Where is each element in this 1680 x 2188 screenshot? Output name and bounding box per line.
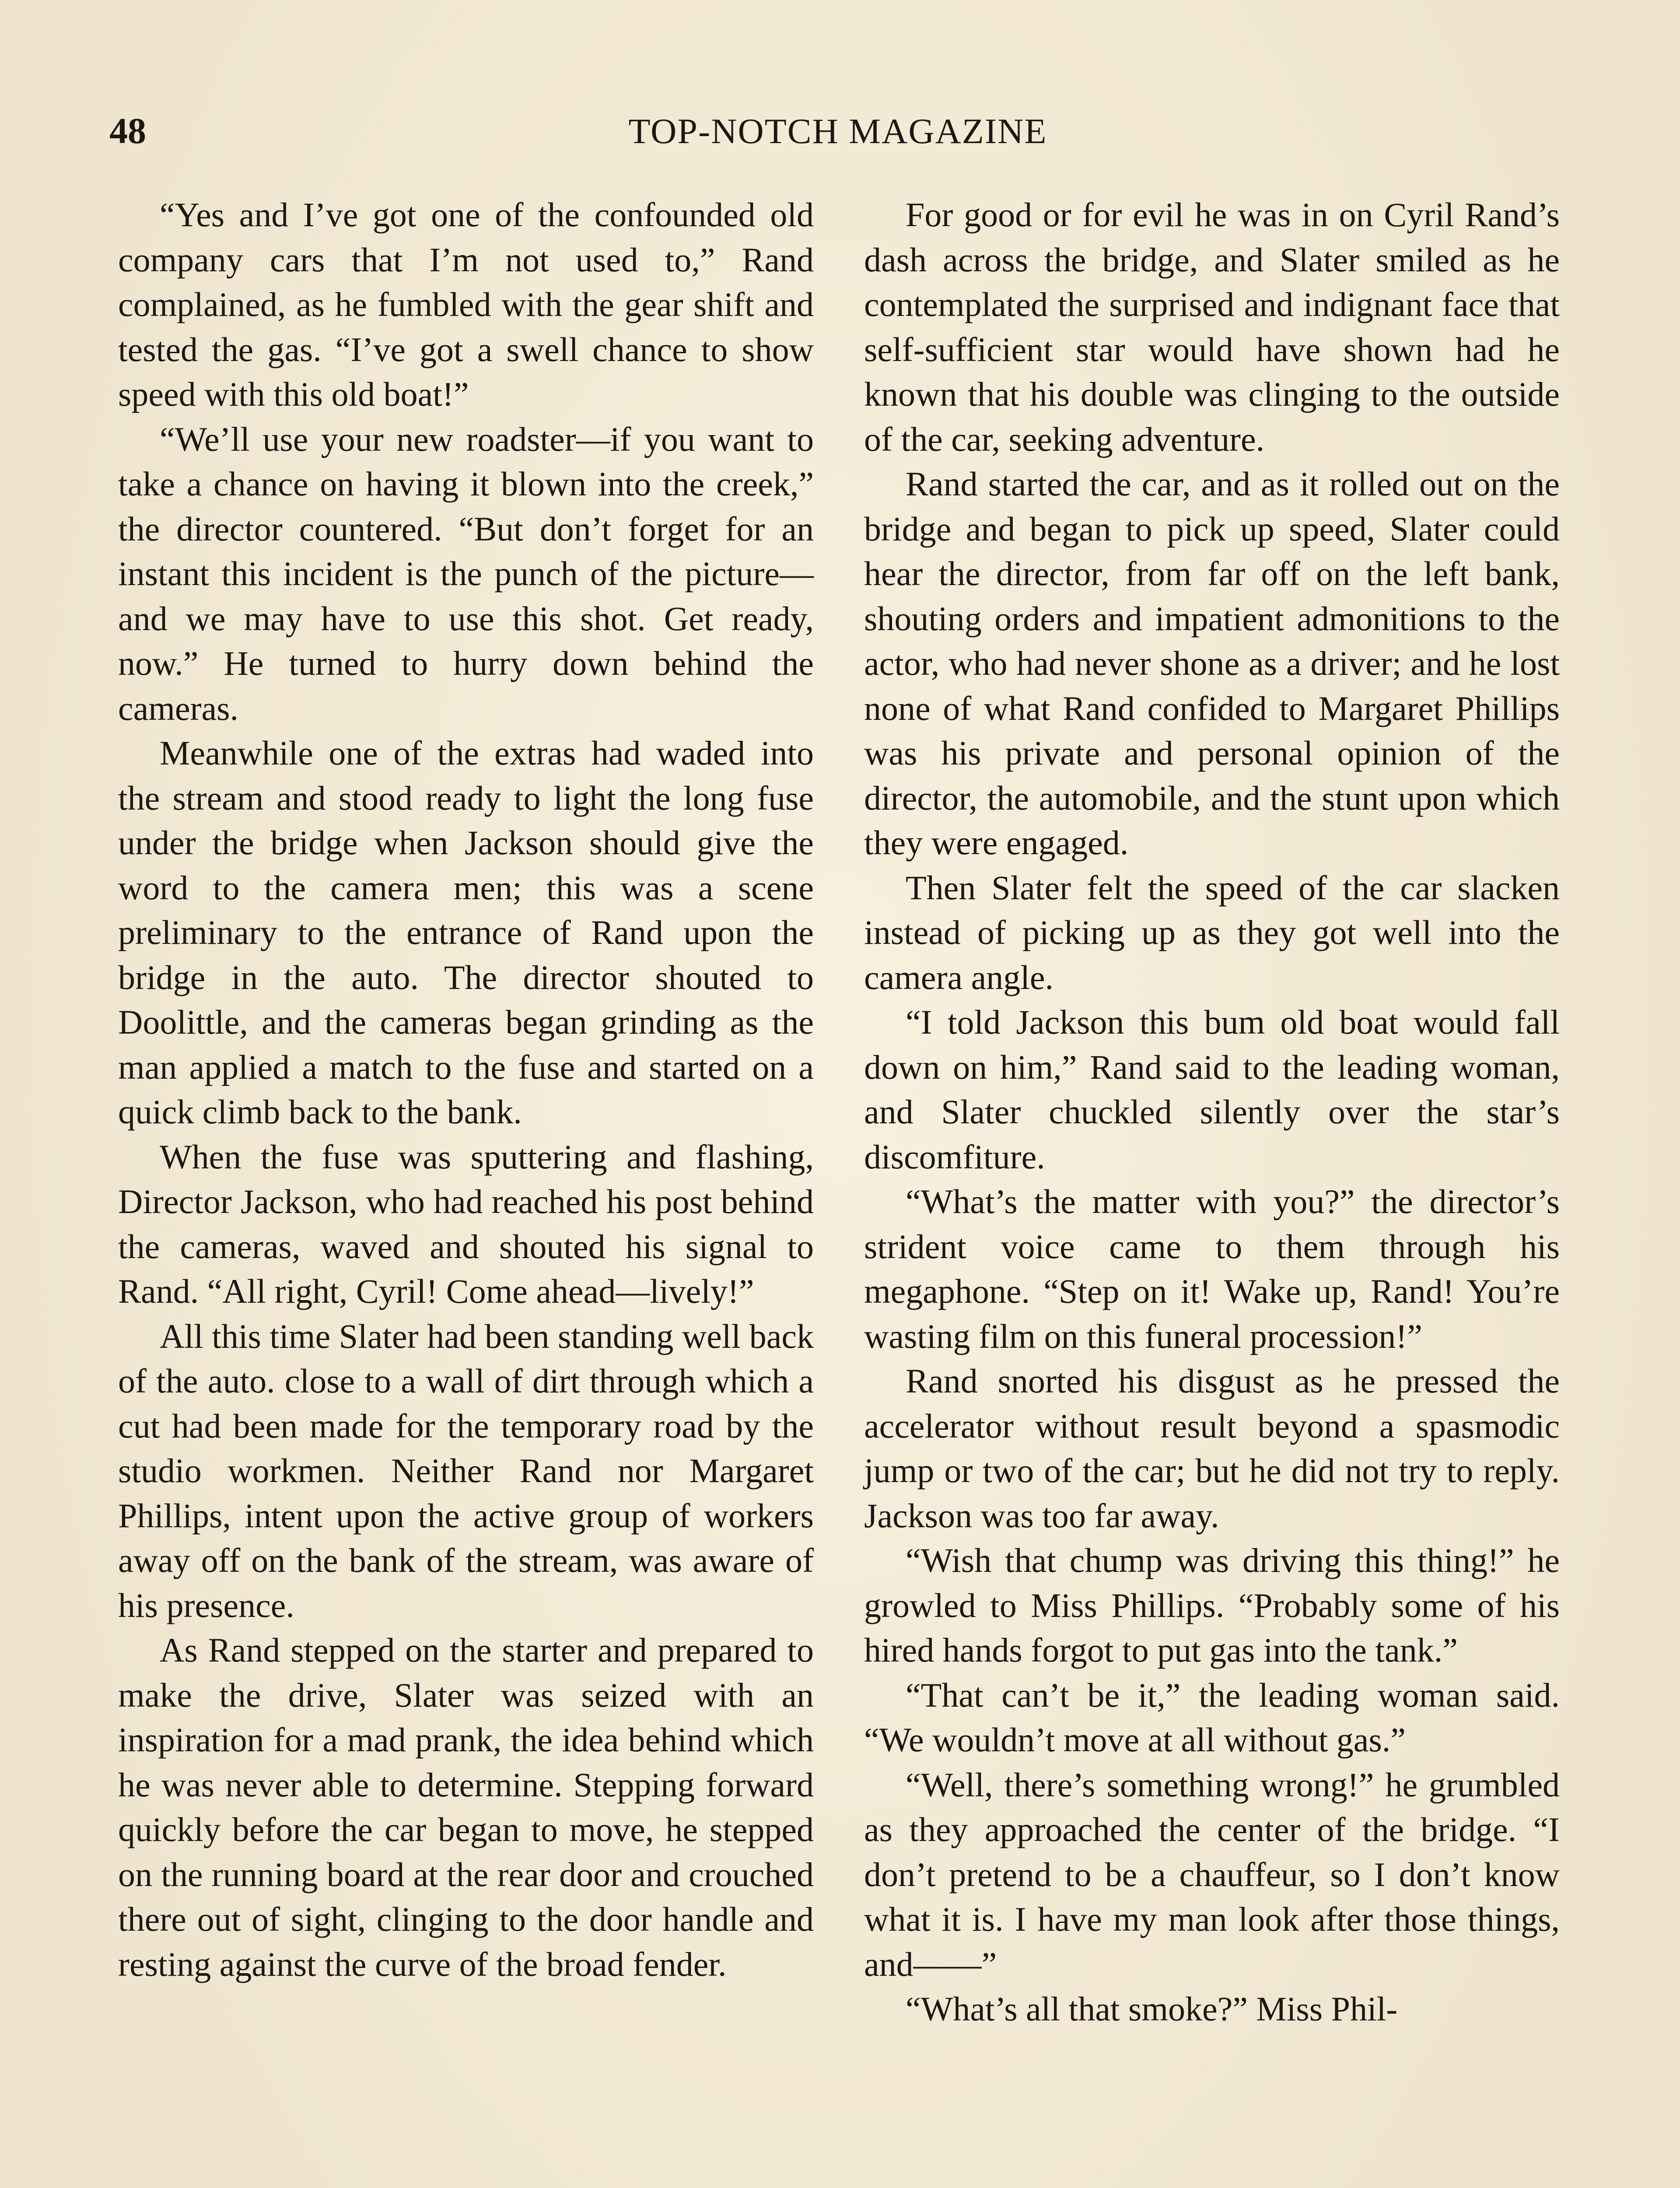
right-column xyxy=(864,193,1560,2032)
paragraph: “We’ll use your new roadster—if you want to take a chance on having it blown into the creek,” the director countered. “But don’t forget for an instant this incident is the punch of the picture—and we may have to use this shot. Get ready, now.” He turned to hurry down behind the cameras. xyxy=(118,420,814,727)
paragraph: When the fuse was sputtering and flashing, Director Jackson, who had reached his post behind the cameras, waved and shouted his signal to Rand. “All right, Cyril! Come ahead—lively!” xyxy=(118,1137,814,1310)
paragraph: Rand snorted his disgust as he pressed the accelerator without result beyond a spasmodic jump or two of the car; but he did not try to reply. Jackson was too far away. xyxy=(864,1362,1560,1535)
paragraph: “Well, there’s something wrong!” he grumbled as they approached the center of the bridge. “I don’t pretend to be a chauffeur, so I don’t know what it is. I have my man look after those things, and——” xyxy=(864,1765,1560,1983)
paragraph: “Yes and I’ve got one of the confounded old company cars that I’m not used to,” Rand complained, as he fumbled with the gear shift and tested the gas. “I’ve got a swell chance to show speed with this old boat!” xyxy=(118,196,814,413)
paragraph: “What’s the matter with you?” the director’s strident voice came to them through his megaphone. “Step on it! Wake up, Rand! You’re wasting film on this funeral procession!” xyxy=(864,1182,1560,1355)
paragraph: “That can’t be it,” the leading woman said. “We wouldn’t move at all without gas.” xyxy=(864,1676,1560,1759)
paragraph: “I told Jackson this bum old boat would fall down on him,” Rand said to the leading woman, and Slater chuckled silently over the star’s discomfiture. xyxy=(864,1003,1560,1176)
paragraph: As Rand stepped on the starter and prepared to make the drive, Slater was seized with an inspiration for a mad prank, the idea behind which he was never able to determine. Stepping forward quickly before the car began to move, he stepped on the running board at the rear door and crouched there out of sight, clinging to the door handle and resting against the curve of the broad fender. xyxy=(118,1631,814,1983)
paragraph: Meanwhile one of the extras had waded into the stream and stood ready to light the long fuse under the bridge when Jackson should give the word to the camera men; this was a scene preliminary to the entrance of Rand upon the bridge in the auto. The director shouted to Doolittle, and the cameras began grinding as the man applied a match to the fuse and started on a quick climb back to the bank. xyxy=(118,734,814,1131)
magazine-title: TOP-NOTCH MAGAZINE xyxy=(628,111,1047,151)
paragraph: “What’s all that smoke?” Miss Phil- xyxy=(906,1990,1398,2028)
left-column xyxy=(118,193,814,1987)
paragraph: “Wish that chump was driving this thing!” he growled to Miss Phillips. “Probably some of his hired hands forgot to put gas into the tank.” xyxy=(864,1541,1560,1669)
paragraph: Rand started the car, and as it rolled out on the bridge and began to pick up speed, Slater could hear the director, from far off on the left bank, shouting orders and impatient admonitions to the actor, who had never shone as a driver; and he lost none of what Rand confided to Margaret Phillips was his private and personal opinion of the director, the automobile, and the stunt upon which they were engaged. xyxy=(864,465,1560,862)
page-number: 48 xyxy=(109,111,146,151)
paragraph: For good or for evil he was in on Cyril Rand’s dash across the bridge, and Slater smiled as he contemplated the surprised and indignant face that self-sufficient star would have shown had he known that his double was clinging to the outside of the car, seeking adventure. xyxy=(864,196,1560,458)
paragraph: All this time Slater had been standing well back of the auto. close to a wall of dirt through which a cut had been made for the temporary road by the studio workmen. Neither Rand nor Margaret Phillips, intent upon the active group of workers away off on the bank of the stream, was aware of his presence. xyxy=(118,1317,814,1624)
paragraph: Then Slater felt the speed of the car slacken instead of picking up as they got well into the camera angle. xyxy=(864,868,1560,996)
page-header xyxy=(109,105,1566,158)
